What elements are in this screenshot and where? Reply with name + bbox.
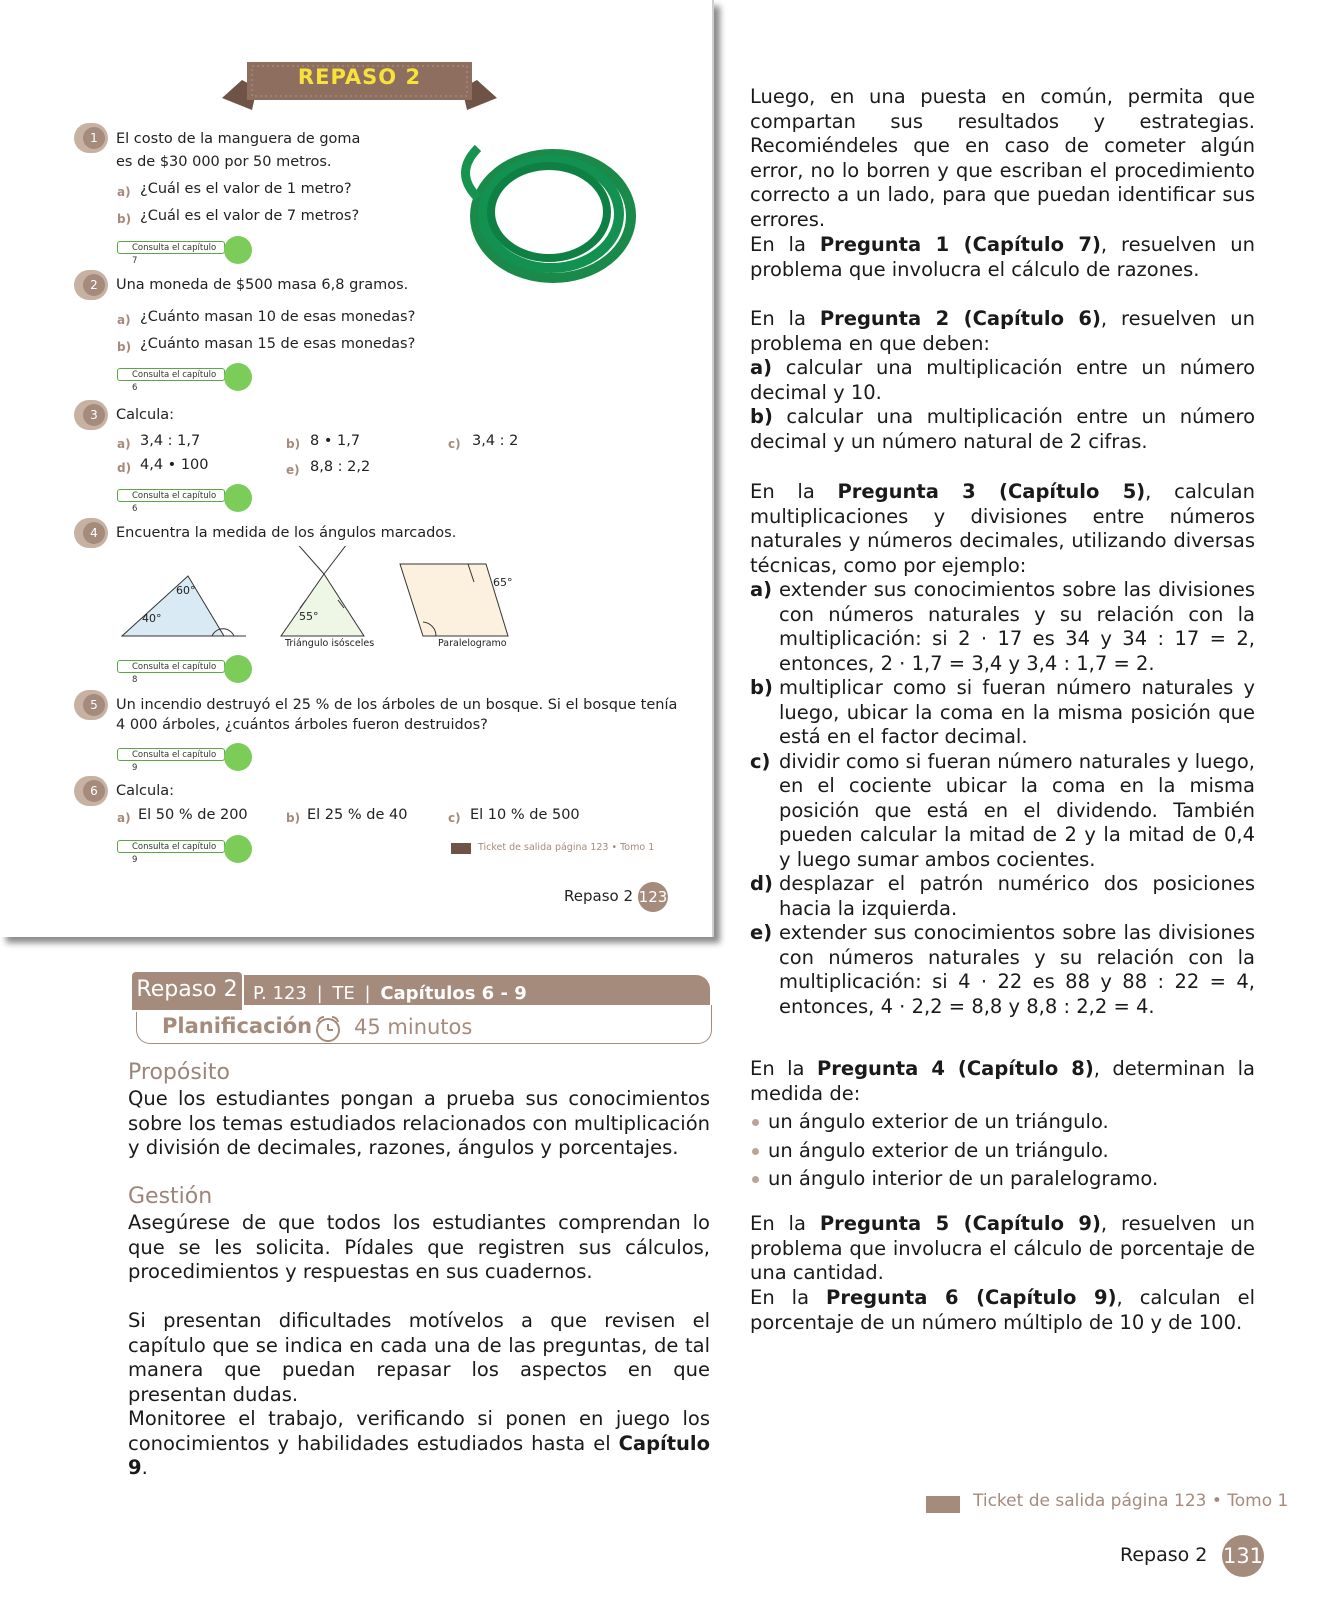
page-number: 131: [1222, 1535, 1264, 1577]
q2-a-label: a): [117, 313, 131, 327]
consult-chapter-6b: Consulta el capítulo 6: [117, 484, 257, 508]
ticket-icon: [451, 843, 471, 854]
te-label: TE: [332, 983, 355, 1004]
question-2-number: 2: [74, 270, 108, 300]
question-5-number: 5: [74, 690, 108, 720]
p3-item-a: a) extender sus conocimientos sobre las divisiones con números naturales y su relación con la multiplicación: si 2 · 17 es 34 y 34 : 17 = 2, entonces, 2 · 1,7 = 3,4 y 3,4 : 1,7 = 2.: [750, 578, 1255, 675]
gestion-paragraph-2: Si presentan dificultades motívelos a que revisen el capítulo que se indica en cada una de las preguntas, de tal manera que puedan repasar los aspectos en que presentan dudas.: [128, 1309, 710, 1406]
p4-bullet-3: un ángulo interior de un paralelogramo.: [750, 1167, 1255, 1192]
q3-text: Calcula:: [116, 407, 174, 423]
q6-a-label: a): [117, 811, 131, 825]
gestion-paragraph-3: Monitoree el trabajo, verificando si ponen en juego los conocimientos y habilidades estudiados hasta el Capítulo 9.: [128, 1407, 710, 1479]
pregunta-5-paragraph: En la Pregunta 5 (Capítulo 9), resuelven un problema que involucra el cálculo de porcentaje de una cantidad.: [750, 1212, 1256, 1284]
consult-chapter-6: Consulta el capítulo 6: [117, 363, 257, 387]
t2-angle-55: 55°: [299, 610, 319, 623]
planning-time: 45 minutos: [354, 1015, 473, 1039]
t1-angle-60: 60°: [176, 584, 196, 597]
question-1-number: 1: [74, 123, 108, 153]
question-4-number: 4: [74, 518, 108, 548]
t2-label: Triángulo isósceles: [285, 638, 375, 649]
q3-a: 3,4 : 1,7: [140, 433, 201, 449]
q3-e: 8,8 : 2,2: [310, 459, 371, 475]
p3-item-c: c) dividir como si fueran número naturales y luego, en el cociente ubicar la coma en la misma posición que está en el dividendo. También pueden calcular la mitad de 2 y la mitad de 0,4 y luego sumar ambos cocientes.: [750, 749, 1255, 871]
student-page-number: 123: [638, 882, 668, 912]
gestion-paragraph-1: Asegúrese de que todos los estudiantes comprendan lo que se les solicita. Pídales que registren sus cálculos, procedimientos y respuestas en sus cuadernos.: [128, 1211, 710, 1283]
pregunta-2-paragraph: En la Pregunta 2 (Capítulo 6), resuelven un problema en que deben: a) calcular una multiplicación entre un número decimal y 10. b) calcular una multiplicación entre un número decimal y un número natural de 2 cifras.: [750, 307, 1256, 453]
q3-c: 3,4 : 2: [472, 433, 519, 449]
q3-b-label: b): [286, 437, 301, 451]
question-6-number: 6: [74, 776, 108, 806]
pregunta-6-paragraph: En la Pregunta 6 (Capítulo 9), calculan el porcentaje de un número múltiplo de 10 y de 100.: [750, 1286, 1255, 1334]
pregunta-4-paragraph: En la Pregunta 4 (Capítulo 8), determinan la medida de: un ángulo exterior de un triángulo. un ángulo exterior de un triángulo. un ángulo interior de un paralelogramo.: [750, 1057, 1255, 1190]
chapters-label: Capítulos 6 - 9: [380, 983, 527, 1004]
header-info: P. 123 | TE | Capítulos 6 - 9: [253, 983, 527, 1004]
student-ticket: Ticket de salida página 123 • Tomo 1: [478, 842, 655, 853]
q6-b-label: b): [286, 811, 301, 825]
pregunta-3-paragraph: En la Pregunta 3 (Capítulo 5), calculan multiplicaciones y divisiones entre números naturales y números decimales, utilizando diversas técnicas, como por ejemplo: a) extender sus conocimientos sobre las divisiones con números naturales y su relación con la multiplicación: si 2 · 17 es 34 y 34 : 17 = 2, entonces, 2 · 1,7 = 3,4 y 3,4 : 1,7 = 2. b) multiplicar como si fueran número naturales y luego, ubicar la coma en la misma posición que está en el factor decimal. c) dividir como si fueran número naturales y luego, en el cociente ubicar la coma en la misma posición que está en el dividendo. También pueden calcular la mitad de 2 y la mitad de 0,4 y luego sumar ambos cocientes. d) desplazar el patrón numérico dos posiciones hacia la izquierda. e) extender sus conocimientos sobre las divisiones con números naturales y su relación con la multiplicación: si 4 · 22 es 88 y 88 : 22 = 4, entonces, 4 · 2,2 = 8,8 y 8,8 : 2,2 = 4.: [750, 480, 1255, 1018]
q4-text: Encuentra la medida de los ángulos marcados.: [116, 525, 457, 541]
page-ref: P. 123: [253, 983, 307, 1004]
q6-b: El 25 % de 40: [307, 807, 408, 823]
q6-text: Calcula:: [116, 783, 174, 799]
question-3-number: 3: [74, 400, 108, 430]
proposito-heading: Propósito: [128, 1060, 230, 1085]
q1-a-label: a): [117, 185, 131, 199]
intro-paragraph: Luego, en una puesta en común, permita que compartan sus resultados y estrategias. Recomiéndeles que en caso de cometer algún error, no lo borren y que escriban el procedimiento correcto a un lado, para que puedan identificar sus errores.: [750, 85, 1255, 231]
p-label: Paralelogramo: [438, 638, 507, 649]
planning-title: Planificación: [162, 1014, 313, 1038]
q2-a: ¿Cuánto masan 10 de esas monedas?: [140, 309, 416, 325]
q3-d-label: d): [117, 461, 132, 475]
q3-a-label: a): [117, 437, 131, 451]
p3-item-e: e) extender sus conocimientos sobre las divisiones con números naturales y su relación con la multiplicación: si 4 · 22 es 88 y 88 : 22 = 4, entonces, 4 · 2,2 = 8,8 y 8,8 : 2,2 = 4.: [750, 921, 1255, 1018]
q1-line2: es de $30 000 por 50 metros.: [116, 154, 332, 170]
q1-b: ¿Cuál es el valor de 7 metros?: [140, 208, 360, 224]
q3-c-label: c): [448, 437, 461, 451]
q5-line2: 4 000 árboles, ¿cuántos árboles fueron destruidos?: [116, 717, 488, 733]
repaso-tab: Repaso 2: [130, 970, 244, 1012]
q6-c-label: c): [448, 811, 461, 825]
t1-angle-40: 40°: [142, 612, 162, 625]
hose-image: [448, 128, 646, 288]
q3-d: 4,4 • 100: [140, 457, 209, 473]
q1-a: ¿Cuál es el valor de 1 metro?: [140, 181, 352, 197]
consult-chapter-7: Consulta el capítulo 7: [117, 236, 257, 260]
pregunta-1-paragraph: En la Pregunta 1 (Capítulo 7), resuelven un problema que involucra el cálculo de razones.: [750, 233, 1256, 281]
gestion-heading: Gestión: [128, 1184, 213, 1209]
footer-ticket: Ticket de salida página 123 • Tomo 1: [973, 1491, 1289, 1511]
consult-chapter-8: Consulta el capítulo 8: [117, 655, 257, 679]
q5-line1: Un incendio destruyó el 25 % de los árboles de un bosque. Si el bosque tenía: [116, 697, 678, 713]
q3-e-label: e): [286, 463, 300, 477]
q1-b-label: b): [117, 212, 132, 226]
q1-line1: El costo de la manguera de goma: [116, 131, 361, 147]
q2-text: Una moneda de $500 masa 6,8 gramos.: [116, 277, 409, 293]
p3-item-b: b) multiplicar como si fueran número naturales y luego, ubicar la coma en la misma posición que está en el factor decimal.: [750, 676, 1255, 748]
student-page-thumbnail: [0, 0, 714, 937]
p-angle-65: 65°: [493, 576, 513, 589]
footer-label: Repaso 2: [1120, 1544, 1208, 1566]
consult-chapter-9b: Consulta el capítulo 9: [117, 835, 257, 859]
proposito-text: Que los estudiantes pongan a prueba sus conocimientos sobre los temas estudiados relacionados con multiplicación y división de decimales, razones, ángulos y porcentajes.: [128, 1087, 710, 1159]
ticket-icon-large: [926, 1496, 960, 1513]
q2-b-label: b): [117, 340, 132, 354]
p4-bullet-1: un ángulo exterior de un triángulo.: [750, 1110, 1255, 1135]
consult-chapter-9: Consulta el capítulo 9: [117, 743, 257, 767]
clock-icon: [312, 1014, 344, 1044]
banner-title: REPASO 2: [297, 65, 422, 89]
p3-item-d: d) desplazar el patrón numérico dos posiciones hacia la izquierda.: [750, 872, 1255, 920]
q3-b: 8 • 1,7: [310, 433, 361, 449]
q6-a: El 50 % de 200: [138, 807, 248, 823]
p4-bullet-2: un ángulo exterior de un triángulo.: [750, 1139, 1255, 1164]
student-footer-label: Repaso 2: [564, 887, 633, 905]
q6-c: El 10 % de 500: [470, 807, 580, 823]
q2-b: ¿Cuánto masan 15 de esas monedas?: [140, 336, 416, 352]
